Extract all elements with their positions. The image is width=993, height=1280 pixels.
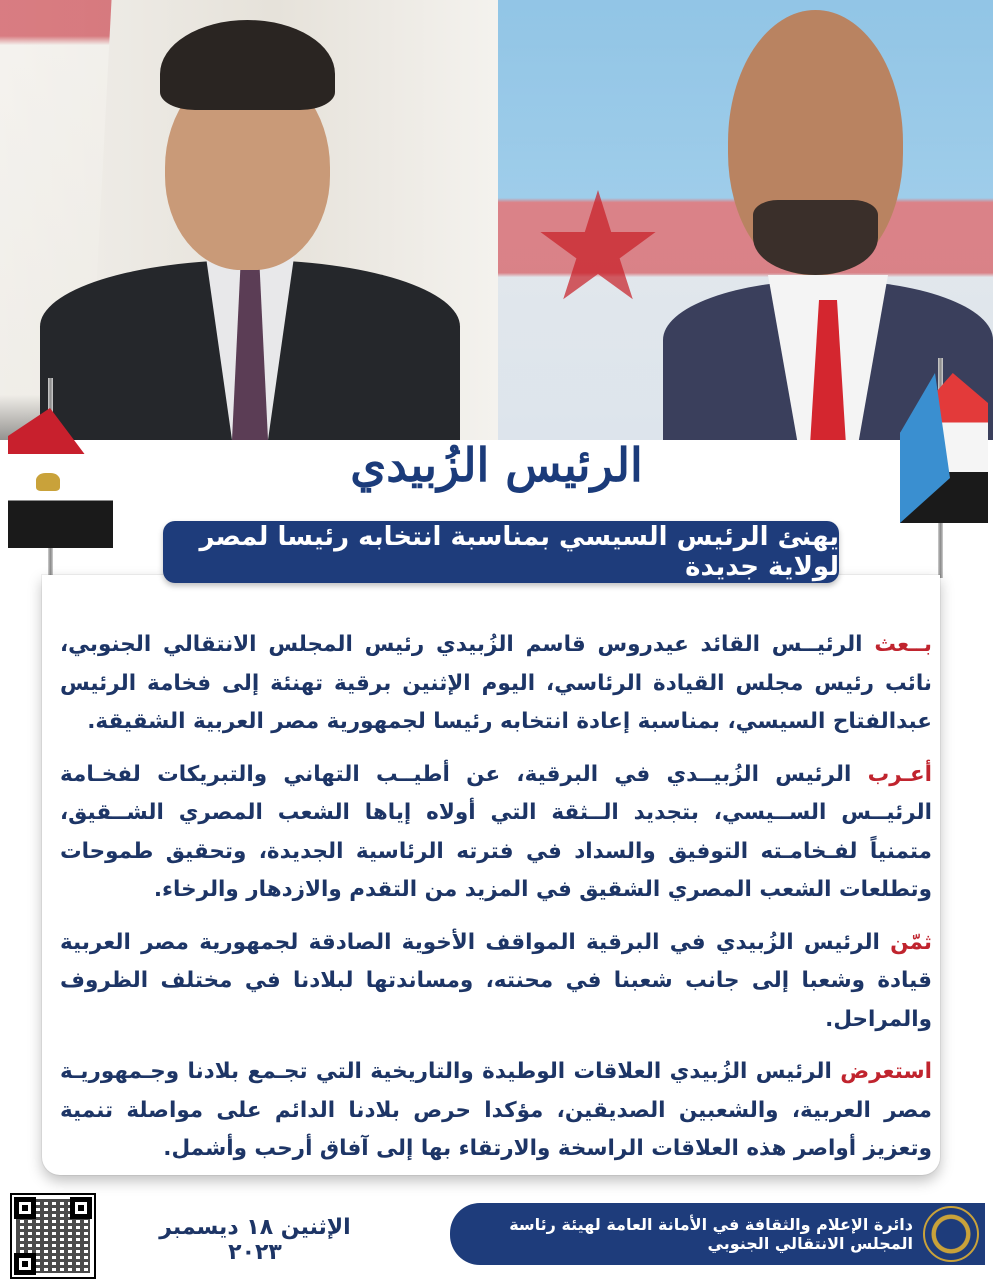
paragraph-lead: بــعث bbox=[874, 632, 932, 657]
photo-sisi bbox=[0, 0, 498, 440]
qr-code-icon[interactable] bbox=[10, 1193, 96, 1279]
paragraph-lead: استعرض bbox=[840, 1059, 932, 1084]
headline-banner bbox=[163, 521, 839, 583]
source-text: دائرة الإعلام والثقافة في الأمانة العامة لهيئة رئاسة المجلس الانتقالي الجنوبي bbox=[509, 1215, 913, 1253]
paragraph bbox=[60, 756, 932, 910]
article-body bbox=[60, 626, 932, 1183]
headline-text: يهنئ الرئيس السيسي بمناسبة انتخابه رئيسا لمصر لولاية جديدة bbox=[199, 522, 839, 582]
stc-emblem-icon bbox=[923, 1206, 979, 1262]
date-label: الإثنين ١٨ ديسمبر ٢٠٢٣ bbox=[159, 1215, 351, 1265]
paragraph-text: الرئيــس القائد عيدروس قاسم الزُبيدي رئيس المجلس الانتقالي الجنوبي، نائب رئيس مجلس القيادة الرئاسي، اليوم الإثنين برقية تهنئة إلى فخامة الرئيس عبدالفتاح السيسي، بمناسبة إعادة انتخابه رئيسا لجمهورية مصر العربية الشقيقة. bbox=[60, 632, 932, 734]
paragraph bbox=[60, 924, 932, 1040]
paragraph-text: الرئيس الزُبيدي العلاقات الوطيدة والتاريخية التي تجـمع بلادنا وجـمهوريـة مصر العربية، والشعبين الصديقين، مؤكدا حرص بلادنا الدائم على مواصلة تنمية وتعزيز أواصر هذه العلاقات الراسخة والارتقاء بها إلى آفاق أرحب وأشمل. bbox=[60, 1059, 932, 1161]
header-photos bbox=[0, 0, 993, 440]
source-bar bbox=[450, 1203, 985, 1265]
page-title: الرئيس الزُبيدي bbox=[350, 438, 643, 492]
paragraph-text: الرئيس الزُبيــدي في البرقية، عن أطيــب التهاني والتبريكات لفخـامة الرئيــس الســيسي، بتجديد الــثقة التي أولاه إياها الشعب المصري الشــقيق، متمنياً لفـخامـته التوفيق والسداد في فترته الرئاسية الجديدة، وتحقيق طموحات وتطلعات الشعب المصري الشقيق في المزيد من التقدم والازدهار والرخاء. bbox=[60, 761, 932, 902]
paragraph bbox=[60, 626, 932, 742]
paragraph-text: الرئيس الزُبيدي في البرقية المواقف الأخوية الصادقة لجمهورية مصر العربية قيادة وشعبا إلى جانب شعبنا في محنته، ومساندتها لبلادنا في مختلف الظروف والمراحل. bbox=[60, 929, 932, 1032]
paragraph bbox=[60, 1053, 932, 1169]
paragraph-lead: ثمّن bbox=[890, 929, 932, 955]
paragraph-lead: أعـرب bbox=[867, 761, 932, 787]
